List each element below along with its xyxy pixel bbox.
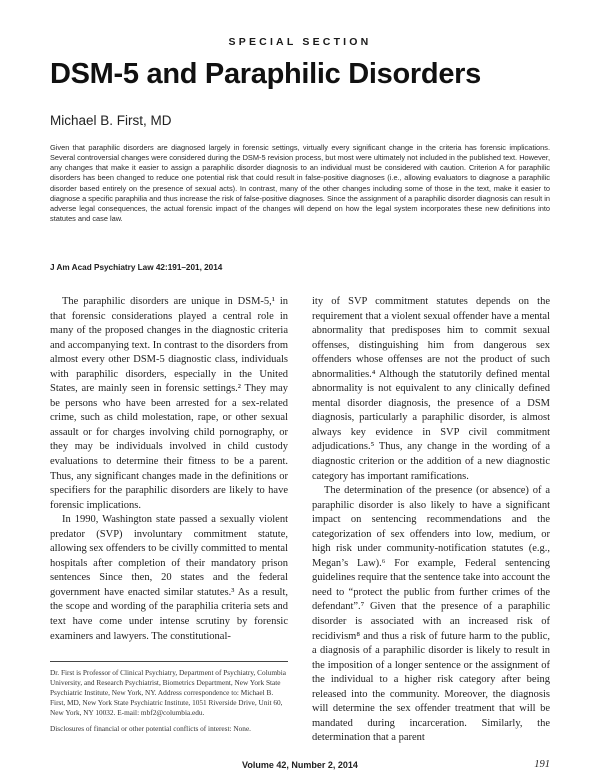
journal-citation: J Am Acad Psychiatry Law 42:191–201, 2014 (50, 263, 223, 272)
author-affiliation: Dr. First is Professor of Clinical Psychiatry, Department of Psychiatry, Columbia University, and Research Psychiatrist, Biometrics Department, New York State Psychiatric Institute, New York, NY. Address correspondence to: Michael B. First, MD, New York State Psychiatric Institute, 1051 Riverside Drive, Unit 60, New York, NY 10032. E-mail: mbf2@columbia.edu. (50, 668, 286, 717)
article-title: DSM-5 and Paraphilic Disorders (50, 58, 481, 90)
body-column-left (50, 295, 288, 650)
body-paragraph: In 1990, Washington state passed a sexually violent predator (SVP) involuntary commitment statute, allowing sex offenders to be civilly committed to mental hospitals after completion of their mandatory prison sentences Since then, 20 states and the federal government have enacted similar statutes.³ As a result, the scope and wording of the paraphilia criteria sets and text have come under intense scrutiny by forensic examiners and lawyers. The constitutional- (50, 514, 288, 642)
section-label: SPECIAL SECTION (228, 36, 372, 48)
footer-journal-issue: Volume 42, Number 2, 2014 (242, 760, 358, 770)
disclosure-statement: Disclosures of financial or other potential conflicts of interest: None. (50, 724, 252, 733)
page-number: 191 (534, 759, 550, 770)
abstract: Given that paraphilic disorders are diagnosed largely in forensic settings, virtually every significant change in the criteria has forensic implications. Several controversial changes were considered during the DSM-5 revision process, but most were ultimately not included in the published text. However, any changes that make it easier to assign a paraphilic disorder diagnosis to an individual must be considered with caution. Criterion A for paraphilic disorders has been changed to reduce one potential risk that could result in false-positive diagnoses (i.e., allowing evaluators to diagnose a paraphilic disorder based entirely on the presence of sexual acts). In contrast, many of the other changes including some of those in the text, make it easier to diagnose a specific paraphilia and thus increase the risk of false-positive diagnoses. Since the assignment of a paraphilic disorder diagnosis can result in adverse legal consequences, the actual forensic impact of the changes will depend on how the legal system incorporates these new definitions into statutes and case law. (50, 143, 550, 224)
author-footnote (50, 668, 288, 734)
body-paragraph: ity of SVP commitment statutes depends on the requirement that a violent sexual offender have a mental abnormality that predisposes him to commit sexual offenses, distinguishing him from dangerous sex offenders whose offenses are not the product of such abnormalities.⁴ Although the statutorily defined mental abnormality is not equivalent to any clinically defined mental disorder diagnosis, the presence of a DSM diagnosis, particularly a paraphilic disorder, is almost always key evidence in SVP civil commitment adjudications.⁵ Thus, any change in the wording of a diagnostic criterion or the addition of a new diagnostic category has important ramifications. (312, 296, 550, 482)
body-column-right (312, 295, 550, 758)
body-paragraph: The paraphilic disorders are unique in DSM-5,¹ in that forensic considerations played a central role in many of the proposed changes in the diagnostic criteria and accompanying text. In contrast to the disorders from almost every other DSM-5 diagnostic class, individuals with paraphilic disorders, especially in the United States, are mainly seen in forensic settings.² They may be persons who have been arrested for a sex-related crime, such as child molestation, rape, or other sexual assault or for charges involving child pornography, or they may be individuals involved in child custody evaluations to determine their fitness to be a parent. Thus, any significant changes made in the definitions or specifiers for the paraphilic disorders are likely to have forensic implications. (50, 296, 288, 511)
author-name: Michael B. First, MD (50, 113, 172, 128)
body-paragraph: The determination of the presence (or absence) of a paraphilic disorder is also likely to have a significant impact on sentencing recommendations and the categorization of sex offenders into low, medium, or high risk under community-notification statutes (e.g., Megan’s Law).⁶ For example, Federal sentencing guidelines require that the sentence take into account the need to “protect the public from further crimes of the defendant”.⁷ Given that the presence of a paraphilic disorder is associated with an increased risk of recidivism⁸ and thus a risk of future harm to the public, a diagnosis of a paraphilic disorder is likely to result in the imposition of a longer sentence or the assignment of the individual to a higher risk category after being released into the community. Moreover, the diagnosis will determine the sex offender treatment that will be mandated during incarceration. Similarly, the determination that a parent (312, 485, 550, 744)
footnote-divider (50, 661, 288, 662)
